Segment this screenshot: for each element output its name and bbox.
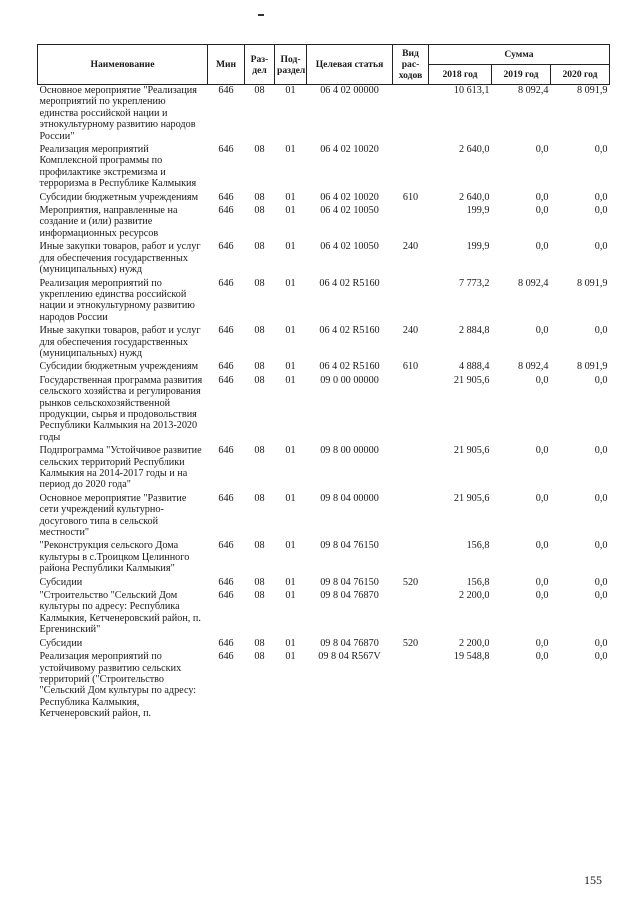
row-razdel: 08	[254, 374, 265, 386]
row-target: 09 8 00 00000	[320, 445, 379, 457]
row-name: Иные закупки товаров, работ и услуг для обеспечения государственных (муниципальных) нужд	[39, 325, 201, 359]
row-name: Субсидии бюджетным учреждениям	[39, 191, 199, 203]
header-name: Наименование	[38, 45, 208, 85]
row-name: Основное мероприятие "Реализация мероприятий по укреплению единства российской нации и этнокультурному развитию народов России"	[39, 85, 197, 142]
table-row	[38, 638, 610, 651]
row-target: 06 4 02 R5160	[319, 277, 380, 289]
row-razdel: 08	[254, 361, 265, 373]
row-sum-2018: 21 905,6	[453, 492, 490, 504]
row-target: 06 4 02 R5160	[319, 361, 380, 373]
row-min: 646	[218, 590, 234, 602]
top-dash-mark	[258, 14, 264, 16]
row-min: 646	[218, 492, 234, 504]
row-vid: 240	[402, 241, 419, 253]
row-sum-2020: 0,0	[594, 191, 608, 203]
row-target: 09 8 04 76150	[320, 576, 379, 588]
header-2020: 2020 год	[551, 65, 610, 85]
budget-table	[37, 44, 610, 722]
row-min: 646	[218, 361, 234, 373]
row-target: 09 8 04 76870	[320, 590, 379, 602]
row-razdel: 08	[254, 637, 265, 649]
row-target: 09 0 00 00000	[320, 374, 379, 386]
row-name: Реализация мероприятий по устойчивому развитию сельских территорий ("Строительство "Сельский Дом культуры по адресу: Республика Калмыкия, Кетченеровский район, п.	[39, 651, 197, 720]
row-podrazdel: 01	[285, 374, 296, 386]
row-razdel: 08	[254, 205, 265, 217]
row-vid	[393, 144, 429, 192]
row-sum-2018: 2 884,8	[458, 325, 490, 337]
row-sum-2019: 0,0	[535, 590, 549, 602]
row-sum-2020: 0,0	[594, 325, 608, 337]
row-sum-2018: 10 613,1	[453, 85, 490, 96]
row-sum-2019: 0,0	[535, 445, 549, 457]
row-podrazdel: 01	[285, 637, 296, 649]
header-2018: 2018 год	[429, 65, 492, 85]
header-summa: Сумма	[429, 45, 610, 65]
row-vid	[393, 445, 429, 493]
row-min: 646	[218, 325, 234, 337]
row-min: 646	[218, 241, 234, 253]
row-podrazdel: 01	[285, 325, 296, 337]
row-vid: 610	[402, 361, 419, 373]
row-vid	[393, 278, 429, 326]
table-row	[38, 144, 610, 192]
page-number: 155	[584, 873, 602, 887]
row-target: 09 8 04 R567V	[318, 651, 381, 663]
table-row	[38, 205, 610, 241]
row-min: 646	[218, 144, 234, 156]
row-vid	[393, 85, 429, 145]
row-name: Государственная программа развития сельского хозяйства и регулирования рынков сельскохозяйственной продукции, сырья и продовольствия Республики Калмыкия на 2013-2020 годы	[39, 374, 203, 443]
row-sum-2019: 0,0	[535, 205, 549, 217]
row-sum-2019: 0,0	[535, 191, 549, 203]
row-min: 646	[218, 540, 234, 552]
row-target: 09 8 04 76870	[320, 637, 379, 649]
row-sum-2020: 0,0	[594, 445, 608, 457]
row-vid	[393, 493, 429, 541]
row-min: 646	[218, 205, 234, 217]
row-vid: 610	[402, 191, 419, 203]
header-min: Мин	[208, 45, 245, 85]
row-sum-2019: 0,0	[535, 637, 549, 649]
row-podrazdel: 01	[285, 590, 296, 602]
row-sum-2019: 8 092,4	[517, 277, 549, 289]
row-sum-2019: 0,0	[535, 325, 549, 337]
row-min: 646	[218, 374, 234, 386]
row-vid	[393, 205, 429, 241]
header-podrazdel: Под-раздел	[275, 45, 307, 85]
row-podrazdel: 01	[285, 241, 296, 253]
row-sum-2018: 2 200,0	[458, 590, 490, 602]
row-sum-2020: 8 091,9	[576, 85, 608, 96]
row-sum-2019: 0,0	[535, 540, 549, 552]
row-name: Мероприятия, направленные на создание и (или) развитие информационных ресурсов	[39, 205, 178, 239]
row-razdel: 08	[254, 492, 265, 504]
table-row	[38, 651, 610, 721]
row-min: 646	[218, 85, 234, 96]
row-name: "Реконструкция сельского Дома культуры в с.Троицком Целинного района Республики Калмыкия"	[39, 540, 190, 575]
row-razdel: 08	[254, 445, 265, 457]
header-vid: Вид рас-ходов	[393, 45, 429, 85]
row-sum-2018: 199,9	[466, 205, 490, 217]
row-razdel: 08	[254, 651, 265, 663]
row-sum-2018: 21 905,6	[453, 445, 490, 457]
row-podrazdel: 01	[285, 651, 296, 663]
row-sum-2018: 7 773,2	[458, 277, 490, 289]
row-sum-2020: 0,0	[594, 637, 608, 649]
row-target: 09 8 04 00000	[320, 492, 379, 504]
row-name: Основное мероприятие "Развитие сети учреждений культурно-досугового типа в сельской местности"	[39, 492, 187, 539]
row-name: Субсидии	[39, 637, 83, 649]
row-sum-2019: 0,0	[535, 576, 549, 588]
row-podrazdel: 01	[285, 85, 296, 96]
table-row	[38, 278, 610, 326]
row-sum-2018: 199,9	[466, 241, 490, 253]
row-name: Реализация мероприятий по укреплению единства российской нации и этнокультурному развитию народов России	[39, 277, 195, 323]
row-sum-2020: 0,0	[594, 374, 608, 386]
row-razdel: 08	[254, 325, 265, 337]
row-razdel: 08	[254, 241, 265, 253]
row-sum-2018: 19 548,8	[453, 651, 490, 663]
row-sum-2019: 0,0	[535, 144, 549, 156]
row-min: 646	[218, 445, 234, 457]
table-row	[38, 241, 610, 277]
row-razdel: 08	[254, 144, 265, 156]
row-sum-2020: 0,0	[594, 144, 608, 156]
row-sum-2019: 8 092,4	[517, 85, 549, 96]
row-sum-2020: 0,0	[594, 651, 608, 663]
row-razdel: 08	[254, 85, 265, 96]
row-podrazdel: 01	[285, 576, 296, 588]
row-sum-2020: 0,0	[594, 590, 608, 602]
row-min: 646	[218, 191, 234, 203]
table-row	[38, 577, 610, 590]
row-sum-2019: 0,0	[535, 651, 549, 663]
row-target: 06 4 02 10020	[320, 144, 379, 156]
row-name: Иные закупки товаров, работ и услуг для обеспечения государственных (муниципальных) нужд	[39, 241, 201, 276]
row-vid	[393, 375, 429, 445]
row-podrazdel: 01	[285, 445, 296, 457]
row-sum-2020: 0,0	[594, 492, 608, 504]
row-vid	[393, 651, 429, 721]
row-target: 06 4 02 10050	[320, 205, 379, 217]
row-sum-2019: 0,0	[535, 374, 549, 386]
row-podrazdel: 01	[285, 361, 296, 373]
row-razdel: 08	[254, 590, 265, 602]
row-sum-2018: 156,8	[466, 576, 490, 588]
row-name: Субсидии бюджетным учреждениям	[39, 361, 199, 373]
table-row	[38, 445, 610, 493]
row-podrazdel: 01	[285, 205, 296, 217]
table-row	[38, 375, 610, 445]
table-row	[38, 192, 610, 205]
table-row	[38, 85, 610, 145]
row-min: 646	[218, 637, 234, 649]
row-vid	[393, 590, 429, 638]
row-sum-2020: 0,0	[594, 576, 608, 588]
row-sum-2018: 2 200,0	[458, 637, 490, 649]
row-sum-2020: 0,0	[594, 540, 608, 552]
row-vid	[393, 540, 429, 576]
header-razdel: Раз-дел	[245, 45, 275, 85]
row-vid: 520	[402, 637, 419, 649]
row-target: 06 4 02 10050	[320, 241, 379, 253]
header-target: Целевая статья	[307, 45, 393, 85]
row-sum-2018: 4 888,4	[458, 361, 490, 373]
header-2019: 2019 год	[492, 65, 551, 85]
row-sum-2019: 0,0	[535, 241, 549, 253]
row-name: "Строительство "Сельский Дом культуры по адресу: Республика Калмыкия, Кетченеровский район, п. Ергенинский"	[39, 590, 201, 636]
row-sum-2019: 0,0	[535, 492, 549, 504]
row-sum-2020: 0,0	[594, 241, 608, 253]
row-razdel: 08	[254, 576, 265, 588]
row-razdel: 08	[254, 540, 265, 552]
row-sum-2019: 8 092,4	[517, 361, 549, 373]
row-podrazdel: 01	[285, 540, 296, 552]
row-target: 06 4 02 R5160	[319, 325, 380, 337]
row-podrazdel: 01	[285, 492, 296, 504]
row-podrazdel: 01	[285, 191, 296, 203]
table-row	[38, 493, 610, 541]
row-target: 06 4 02 00000	[320, 85, 379, 96]
row-sum-2018: 21 905,6	[453, 374, 490, 386]
row-podrazdel: 01	[285, 277, 296, 289]
row-min: 646	[218, 576, 234, 588]
row-sum-2020: 0,0	[594, 205, 608, 217]
table-row	[38, 325, 610, 361]
table-row	[38, 590, 610, 638]
row-name: Субсидии	[39, 576, 83, 588]
row-name: Подпрограмма "Устойчивое развитие сельских территорий Республики Калмыкия на 2014-2017 годы и на период до 2020 года"	[39, 445, 202, 491]
row-sum-2018: 156,8	[466, 540, 490, 552]
row-razdel: 08	[254, 277, 265, 289]
row-vid: 520	[402, 576, 419, 588]
row-target: 06 4 02 10020	[320, 191, 379, 203]
row-podrazdel: 01	[285, 144, 296, 156]
row-sum-2018: 2 640,0	[458, 144, 490, 156]
row-razdel: 08	[254, 191, 265, 203]
row-sum-2018: 2 640,0	[458, 191, 490, 203]
table-row	[38, 361, 610, 374]
table-body	[38, 85, 610, 722]
table-row	[38, 540, 610, 576]
row-min: 646	[218, 277, 234, 289]
row-target: 09 8 04 76150	[320, 540, 379, 552]
row-vid: 240	[402, 325, 419, 337]
row-min: 646	[218, 651, 234, 663]
row-name: Реализация мероприятий Комплексной программы по профилактике экстремизма и терроризма в Республике Калмыкия	[39, 144, 197, 190]
table-header	[38, 45, 610, 85]
row-sum-2020: 8 091,9	[576, 361, 608, 373]
row-sum-2020: 8 091,9	[576, 277, 608, 289]
